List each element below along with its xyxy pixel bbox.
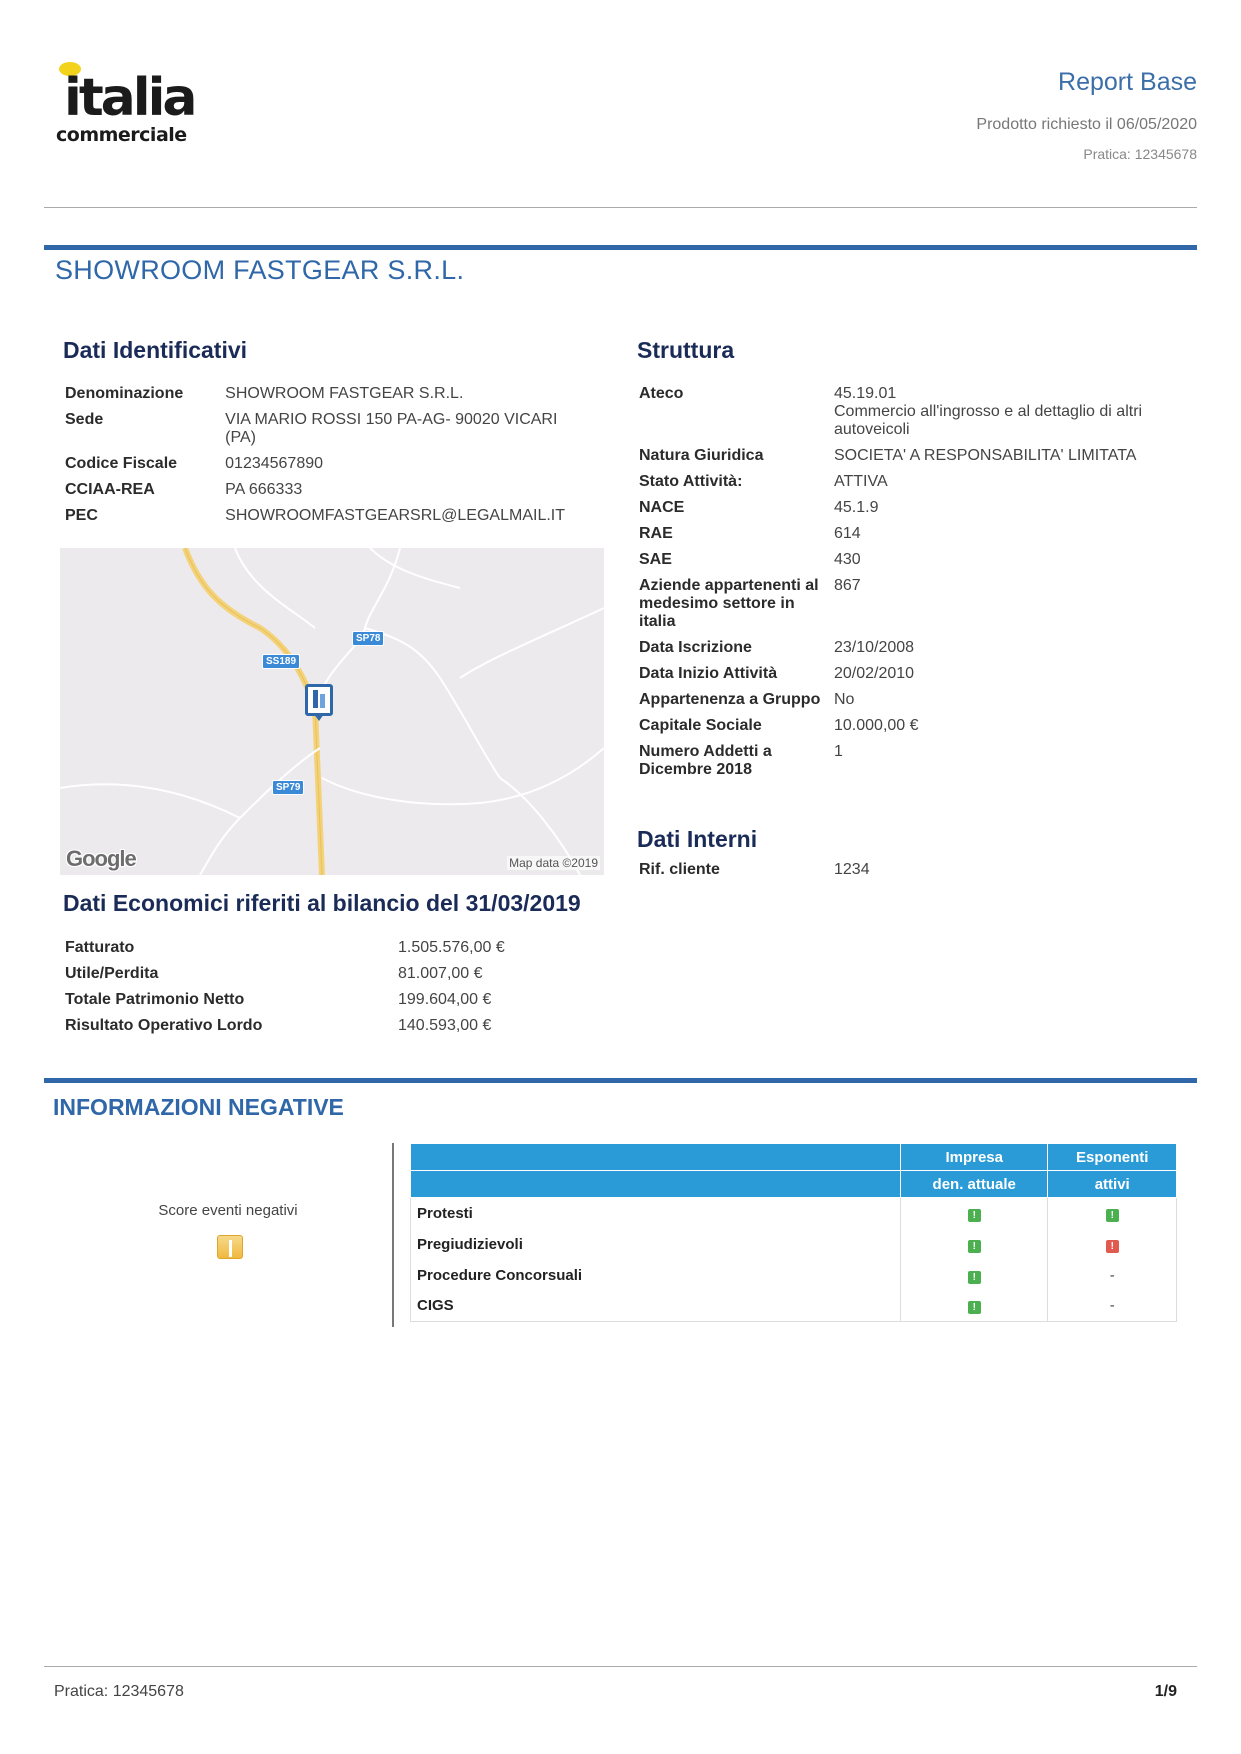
identificativi-value: PA 666333	[225, 481, 303, 498]
interni-value: 1234	[834, 861, 870, 878]
table-row	[411, 1198, 1177, 1229]
esponenti-status	[1048, 1229, 1177, 1260]
struttura-value: 45.1.9	[834, 499, 879, 516]
identificativi-row	[65, 479, 565, 505]
struttura-label: Natura Giuridica	[639, 447, 764, 464]
col-esponenti-subheader: attivi	[1048, 1171, 1177, 1198]
col-impresa-subheader: den. attuale	[901, 1171, 1048, 1198]
pratica-number: Pratica: 12345678	[1083, 146, 1197, 162]
identificativi-row	[65, 383, 565, 409]
identificativi-value: SHOWROOMFASTGEARSRL@LEGALMAIL.IT	[225, 507, 565, 524]
score-label: Score eventi negativi	[158, 1202, 298, 1219]
company-section-bar	[44, 245, 1197, 250]
identificativi-row	[65, 505, 565, 531]
identificativi-label: CCIAA-REA	[65, 481, 155, 498]
identificativi-label: Sede	[65, 411, 104, 428]
economici-row	[65, 937, 525, 963]
status-ok-icon: !	[968, 1240, 981, 1253]
esponenti-status: -	[1048, 1291, 1177, 1322]
economici-value: 199.604,00 €	[398, 991, 492, 1008]
ateco-label: Ateco	[639, 385, 684, 402]
footer-pratica: Pratica: 12345678	[54, 1683, 184, 1700]
identificativi-label: Codice Fiscale	[65, 455, 178, 472]
struttura-label: Data Inizio Attività	[639, 665, 778, 682]
struttura-row	[639, 497, 1179, 523]
economici-label: Utile/Perdita	[65, 965, 159, 982]
ateco-code: 45.19.01	[834, 385, 897, 402]
col-impresa-header: Impresa	[901, 1144, 1048, 1171]
struttura-row	[639, 575, 1179, 637]
ateco-description: Commercio all'ingrosso e al dettaglio di altri autoveicoli	[834, 403, 1143, 438]
logo-main-text: italia	[64, 68, 195, 128]
struttura-row	[639, 549, 1179, 575]
identificativi-title: Dati Identificativi	[63, 337, 248, 363]
road-label: SP78	[352, 631, 384, 646]
struttura-row	[639, 471, 1179, 497]
table-row	[411, 1260, 1177, 1291]
struttura-value: 10.000,00 €	[834, 717, 919, 734]
logo-sub-text: commerciale	[56, 124, 187, 146]
table-header-row	[411, 1144, 1177, 1171]
status-ok-icon: !	[968, 1301, 981, 1314]
interni-label: Rif. cliente	[639, 861, 720, 878]
struttura-label: Appartenenza a Gruppo	[639, 691, 821, 708]
impresa-status	[901, 1260, 1048, 1291]
score-warning-icon	[217, 1235, 243, 1259]
struttura-value: 1	[834, 743, 843, 760]
identificativi-label: PEC	[65, 507, 98, 524]
col-esponenti-header: Esponenti	[1048, 1144, 1177, 1171]
negative-events-table	[410, 1143, 1177, 1322]
identificativi-value: VIA MARIO ROSSI 150 PA-AG- 90020 VICARI (PA)	[225, 411, 558, 446]
negative-title: INFORMAZIONI NEGATIVE	[53, 1094, 344, 1120]
struttura-value: No	[834, 691, 855, 708]
struttura-row	[639, 689, 1179, 715]
economici-label: Fatturato	[65, 939, 135, 956]
struttura-value: ATTIVA	[834, 473, 888, 490]
economici-row	[65, 989, 525, 1015]
company-name: SHOWROOM FASTGEAR S.R.L.	[55, 255, 465, 285]
impresa-status	[901, 1291, 1048, 1322]
struttura-row	[639, 637, 1179, 663]
table-subheader-row	[411, 1171, 1177, 1198]
table-row	[411, 1291, 1177, 1322]
economici-label: Totale Patrimonio Netto	[65, 991, 245, 1008]
identificativi-value: 01234567890	[225, 455, 324, 472]
struttura-row	[639, 523, 1179, 549]
economici-row	[65, 963, 525, 989]
page-number: 1/9	[1154, 1683, 1177, 1700]
struttura-label: Stato Attività:	[639, 473, 743, 490]
esponenti-status: -	[1048, 1260, 1177, 1291]
esponenti-status	[1048, 1198, 1177, 1229]
event-label: CIGS	[411, 1291, 901, 1322]
report-title: Report Base	[1058, 68, 1197, 96]
interni-row	[639, 859, 1179, 885]
event-label: Procedure Concorsuali	[411, 1260, 901, 1291]
economici-title: Dati Economici riferiti al bilancio del 31/03/2019	[63, 890, 581, 916]
status-ok-icon: !	[1106, 1209, 1119, 1222]
struttura-label: NACE	[639, 499, 685, 516]
struttura-row-ateco	[639, 383, 1179, 445]
request-date: Prodotto richiesto il 06/05/2020	[976, 116, 1197, 133]
struttura-value: 614	[834, 525, 861, 542]
map-attribution[interactable]: Map data ©2019	[509, 856, 598, 870]
company-logo	[56, 58, 206, 148]
identificativi-value: SHOWROOM FASTGEAR S.R.L.	[225, 385, 464, 402]
struttura-label: SAE	[639, 551, 672, 568]
interni-title: Dati Interni	[637, 826, 758, 852]
location-map[interactable]	[60, 548, 604, 875]
economici-value: 140.593,00 €	[398, 1017, 492, 1034]
struttura-label: Capitale Sociale	[639, 717, 762, 734]
economici-value: 1.505.576,00 €	[398, 939, 505, 956]
struttura-label: Aziende appartenenti al medesimo settore in italia	[639, 577, 819, 630]
identificativi-row	[65, 409, 565, 453]
struttura-value: 430	[834, 551, 861, 568]
struttura-value: 23/10/2008	[834, 639, 915, 656]
location-pin-icon[interactable]	[305, 684, 333, 720]
struttura-value: SOCIETA' A RESPONSABILITA' LIMITATA	[834, 447, 1137, 464]
struttura-row	[639, 663, 1179, 689]
road-label: SS189	[262, 654, 300, 669]
header-divider	[44, 207, 1197, 208]
road-label: SP79	[272, 780, 304, 795]
negative-section-bar	[44, 1078, 1197, 1083]
economici-table	[65, 937, 525, 1041]
struttura-label: RAE	[639, 525, 673, 542]
identificativi-label: Denominazione	[65, 385, 184, 402]
vertical-divider	[392, 1143, 394, 1327]
struttura-title: Struttura	[637, 337, 735, 363]
struttura-row	[639, 715, 1179, 741]
economici-value: 81.007,00 €	[398, 965, 483, 982]
event-label: Protesti	[411, 1198, 901, 1229]
economici-label: Risultato Operativo Lordo	[65, 1017, 263, 1034]
event-label: Pregiudizievoli	[411, 1229, 901, 1260]
struttura-table	[639, 383, 1179, 785]
struttura-row	[639, 445, 1179, 471]
status-ok-icon: !	[968, 1209, 981, 1222]
impresa-status	[901, 1198, 1048, 1229]
struttura-label: Numero Addetti a Dicembre 2018	[639, 743, 772, 778]
struttura-value: 20/02/2010	[834, 665, 915, 682]
economici-row	[65, 1015, 525, 1041]
identificativi-row	[65, 453, 565, 479]
table-row	[411, 1229, 1177, 1260]
google-logo: Google	[66, 846, 136, 871]
struttura-label: Data Iscrizione	[639, 639, 752, 656]
impresa-status	[901, 1229, 1048, 1260]
struttura-value: 867	[834, 577, 861, 594]
identificativi-table	[65, 383, 565, 531]
footer-divider	[44, 1666, 1197, 1667]
interni-table	[639, 859, 1179, 885]
status-ok-icon: !	[968, 1271, 981, 1284]
status-alert-icon: !	[1106, 1240, 1119, 1253]
struttura-row	[639, 741, 1179, 785]
